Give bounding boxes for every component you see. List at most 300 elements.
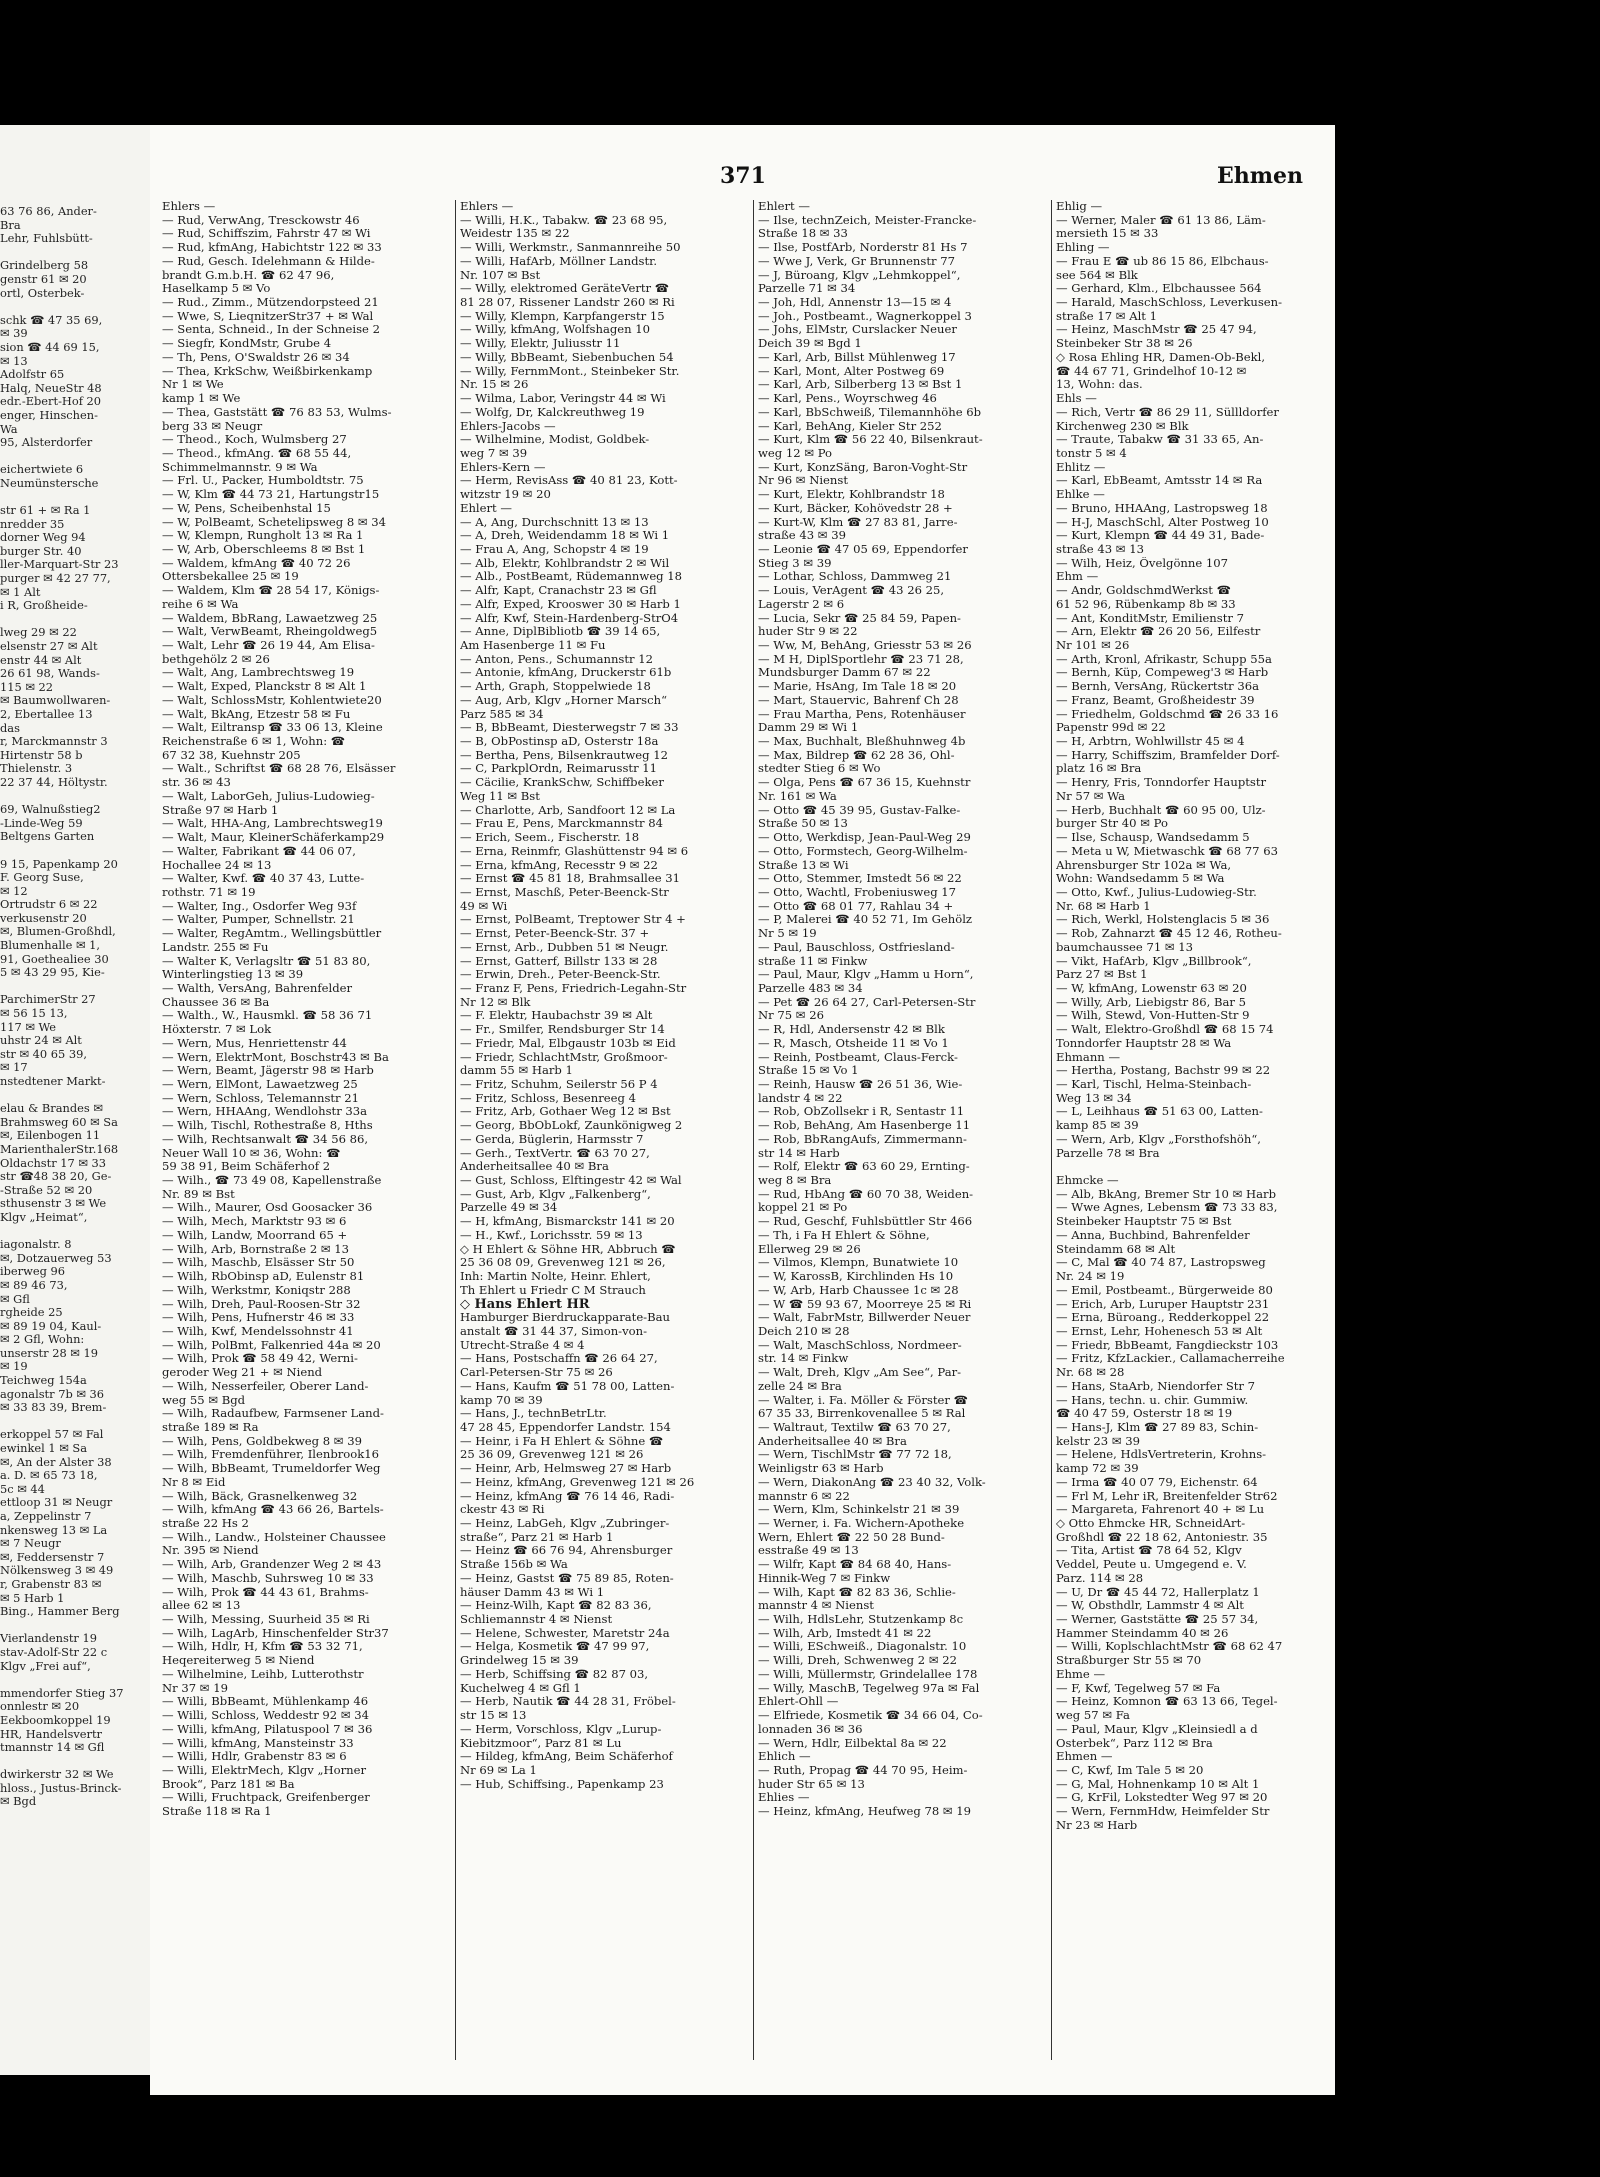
directory-entry-line: — Gerh., TextVertr. ☎ 63 70 27, [460,1146,650,1160]
directory-entry-line: Ellerweg 29 ✉ 26 [758,1242,861,1256]
left-page-line: Vierlandenstr 19 [0,1631,97,1646]
left-page-line: ✉, Blumen-Großhdl, [0,924,116,939]
directory-entry-line: — Alfr, Kwf, Stein-Hardenberg-StrO4 [460,611,679,625]
directory-entry-line: weg 7 ✉ 39 [460,446,528,460]
directory-entry-line: — Max, Buchhalt, Bleßhuhnweg 4b [758,735,966,749]
directory-entry-line: ☎ 44 67 71, Grindelhof 10-12 ✉ [1056,364,1247,378]
directory-entry-line: str. 36 ✉ 43 [162,776,231,790]
directory-entry-line: — Wilh, Mech, Marktstr 93 ✉ 6 [162,1215,347,1229]
directory-entry-line: stedter Stieg 6 ✉ Wo [758,762,881,776]
directory-entry-line: berg 33 ✉ Neugr [162,419,263,433]
directory-entry-line: — W, Arb, Oberschleems 8 ✉ Bst 1 [162,542,366,556]
page-header [150,163,1335,193]
directory-entry-line: burger Str 40 ✉ Po [1056,817,1168,831]
left-page-line [0,1415,162,1429]
left-page-line: 95, Alsterdorfer [0,435,93,450]
left-page-line: 5c ✉ 44 [0,1481,45,1496]
left-page-line: iagonalstr. 8 [0,1237,72,1252]
directory-entry-line: — Rich, Werkl, Holstenglacis 5 ✉ 36 [1056,913,1270,927]
directory-entry-line: — Wilh, Heiz, Övelgönne 107 [1056,556,1229,570]
directory-entry-line: — P, Malerei ☎ 40 52 71, Im Gehölz [758,913,973,927]
directory-entry-line: Nr. 89 ✉ Bst [162,1187,235,1201]
directory-entry-line: — Kurt, Elektr, Kohlbrandstr 18 [758,488,945,502]
left-page-line: Bra [0,217,21,232]
left-page-line: ortl, Osterbek- [0,285,85,300]
left-page-line: Thielenstr. 3 [0,761,73,776]
directory-entry-line: — Hans, Kaufm ☎ 51 78 00, Latten- [460,1379,675,1393]
directory-page [150,125,1335,2095]
left-page-line: Halq, NeueStr 48 [0,380,102,395]
directory-entry-line: landstr 4 ✉ 22 [758,1091,843,1105]
directory-entry-line: Utrecht-Straße 4 ✉ 4 [460,1338,585,1352]
directory-entry-line: — Ww, M, BehAng, Griesstr 53 ✉ 26 [758,639,972,652]
directory-entry-line: — Theod., Koch, Wulmsberg 27 [162,433,347,447]
directory-entry-line: — Karl, Mont, Alter Postweg 69 [758,364,945,378]
directory-entry-line: — C, Kwf, Im Tale 5 ✉ 20 [1056,1763,1204,1777]
directory-entry-line: Ehlert — [758,200,810,213]
directory-entry-line: — Arth, Graph, Stoppelwiede 18 [460,680,651,694]
directory-entry-line: — Alb., PostBeamt, Rüdemannweg 18 [460,570,683,584]
directory-entry-line: Ottersbekallee 25 ✉ 19 [162,570,299,584]
directory-entry-line: Ehmen — [1056,1750,1113,1764]
directory-entry-line: — Andr, GoldschmdWerkst ☎ [1056,584,1232,598]
left-page-line: HR, Handelsvertr [0,1726,102,1741]
directory-entry-line: — Kurt, Klm ☎ 56 22 40, Bilsenkraut- [758,433,983,447]
directory-entry-line: — Heinz ☎ 66 76 94, Ahrensburger [460,1544,673,1558]
left-page-line: ParchimerStr 27 [0,992,96,1007]
directory-entry-line: — Walter, i. Fa. Möller & Förster ☎ [758,1393,969,1407]
directory-entry-line: Nr 8 ✉ Eid [162,1475,226,1489]
directory-entry-line: Weinligstr 63 ✉ Harb [758,1462,884,1476]
left-page-line [0,790,162,804]
directory-entry-line: Schimmelmannstr. 9 ✉ Wa [162,460,318,474]
directory-entry-line: Schliemannstr 4 ✉ Nienst [460,1613,613,1627]
directory-entry-line: — Walt, HHA-Ang, Lambrechtsweg19 [162,817,383,831]
directory-entry-line: Nr 96 ✉ Nienst [758,474,848,488]
directory-entry-line: — F. Elektr, Haubachstr 39 ✉ Alt [460,1009,653,1023]
directory-entry-line: kamp 1 ✉ We [162,392,241,406]
left-page-line: ✉ 13 [0,353,28,368]
left-page-line: rgheide 25 [0,1305,63,1320]
directory-entry-line: — Wilh, LagArb, Hinschenfelder Str37 [162,1626,389,1640]
directory-entry-line: — Wilh, Maschb, Suhrsweg 10 ✉ 33 [162,1571,374,1585]
directory-entry-line: — Heinz, kfmAng ☎ 76 14 46, Radi- [460,1489,675,1503]
directory-entry-line: Hamburger Bierdruckapparate-Bau [460,1311,670,1325]
directory-entry-line: — Willi, KoplschlachtMstr ☎ 68 62 47 [1056,1640,1283,1654]
directory-entry-line: — Frl M, Lehr iR, Breitenfelder Str62 [1056,1489,1278,1503]
directory-entry-line: — Aug, Arb, Klgv „Horner Marsch“ [460,693,668,707]
directory-entry-line: — Wilh, Werkstmr, Koniqstr 288 [162,1283,351,1297]
directory-entry-line: Weg 11 ✉ Bst [460,789,540,803]
left-page-line: ller-Marquart-Str 23 [0,557,119,572]
directory-entry-line: 49 ✉ Wi [460,899,508,913]
left-page-line: Nölkensweg 3 ✉ 49 [0,1563,114,1578]
left-page-line: ✉ 1 Alt [0,584,41,599]
directory-entry-line: — Willy, Elektr, Juliusstr 11 [460,337,621,351]
directory-entry-line: — Werner, Gaststätte ☎ 25 57 34, [1056,1613,1259,1627]
directory-entry-line: Anderheitsallee 40 ✉ Bra [460,1160,609,1174]
directory-entry-line: Weg 13 ✉ 34 [1056,1091,1132,1105]
left-page-line: Lehr, Fuhlsbütt- [0,231,93,246]
directory-entry-line: — Karl, Tischl, Helma-Steinbach- [1056,1078,1252,1091]
left-page-line: ✉ 89 46 73, [0,1277,68,1292]
directory-entry-line: anstalt ☎ 31 44 37, Simon-von- [460,1324,648,1338]
directory-entry-line: — Cäcilie, KrankSchw, Schiffbeker [460,776,664,790]
directory-entry-line: Ehmcke — [1056,1174,1119,1188]
directory-entry-line: Großhdl ☎ 22 18 62, Antoniestr. 35 [1056,1530,1268,1544]
directory-entry-line: — Heinz, LabGeh, Klgv „Zubringer- [460,1517,670,1530]
directory-entry-line: — Kurt-W, Klm ☎ 27 83 81, Jarre- [758,515,958,529]
directory-entry-line: — Walter, Ing., Osdorfer Weg 93f [162,899,357,913]
directory-entry-line: — W, Obsthdlr, Lammstr 4 ✉ Alt [1056,1599,1244,1613]
directory-entry-line: — Willi, Werkmstr., Sanmannreihe 50 [460,241,681,255]
directory-entry-line: — Joh., Postbeamt., Wagnerkoppel 3 [758,309,972,323]
directory-entry-line: — W, Arb, Harb Chaussee 1c ✉ 28 [758,1283,959,1297]
directory-entry-line: — Walter, Kwf. ☎ 40 37 43, Lutte- [162,872,365,886]
directory-entry-line: — Waltraut, Textilw ☎ 63 70 27, [758,1420,951,1434]
left-page-line: ✉ Baumwollwaren- [0,693,111,708]
left-page-line: 91, Goethealiee 30 [0,951,109,966]
directory-entry-line: Papenstr 99d ✉ 22 [1056,721,1166,735]
directory-entry-line: mannstr 4 ✉ Nienst [758,1599,874,1613]
directory-entry-line: — Irma ☎ 40 07 79, Eichenstr. 64 [1056,1475,1258,1489]
directory-entry-line: — Wilh, Radaufbew, Farmsener Land- [162,1407,384,1421]
directory-entry-line: Straße 118 ✉ Ra 1 [162,1805,272,1819]
left-page-line [0,980,162,994]
directory-entry-line: — Reinh, Hausw ☎ 26 51 36, Wie- [758,1078,963,1091]
directory-entry-line: ◇ Otto Ehmcke HR, SchneidArt- [1056,1517,1246,1530]
directory-entry-line: see 564 ✉ Blk [1056,268,1138,282]
directory-entry-line: — Karl, BbSchweiß, Tilemannhöhe 6b [758,405,982,419]
directory-entry-line: — Walt, Elektro-Großhdl ☎ 68 15 74 [1056,1023,1274,1037]
left-page-line: Wa [0,421,18,436]
directory-entry-line: mersieth 15 ✉ 33 [1056,227,1159,241]
directory-entry-line: — Willi, kfmAng, Mansteinstr 33 [162,1736,354,1750]
directory-entry-line: — Karl, Arb, Billst Mühlenweg 17 [758,350,956,364]
directory-entry-line: — Willy, BbBeamt, Siebenbuchen 54 [460,350,674,364]
left-page-line: uhstr 24 ✉ Alt [0,1033,82,1048]
directory-entry-line: — B, ObPostinsp aD, Osterstr 18a [460,735,659,749]
left-page-line: str ☎48 38 20, Ge- [0,1169,112,1184]
left-page-line [0,246,162,260]
directory-entry-line: Parz 27 ✉ Bst 1 [1056,968,1148,982]
directory-entry-line: 13, Wohn: das. [1056,378,1143,392]
left-page-line: enstr 44 ✉ Alt [0,652,82,667]
directory-entry-line: — Frl. U., Packer, Humboldtstr. 75 [162,474,364,488]
directory-entry-line: — Rud, Schiffszim, Fahrstr 47 ✉ Wi [162,227,371,241]
directory-entry-line: straße 11 ✉ Finkw [758,954,868,968]
directory-entry-line: — Willy, FernmMont., Steinbeker Str. [460,364,680,378]
left-page-line: Beltgens Garten [0,829,95,844]
directory-entry-line: — W, kfmAng, Lowenstr 63 ✉ 20 [1056,981,1247,995]
directory-entry-line: — Willi, HafArb, Möllner Landstr. [460,254,658,268]
left-page-line: unserstr 28 ✉ 19 [0,1345,98,1360]
column-rule [1051,200,1052,2060]
directory-entry-line: — Harry, Schiffszim, Bramfelder Dorf- [1056,748,1280,762]
directory-entry-line: — Alb, BkAng, Bremer Str 10 ✉ Harb [1056,1187,1276,1201]
left-page-line: ✉, An der Alster 38 [0,1454,112,1469]
directory-entry-line: — Heinz, kfmAng, Heufweg 78 ✉ 19 [758,1805,972,1819]
directory-entry-line: — Heinz, Gastst ☎ 75 89 85, Roten- [460,1571,674,1585]
directory-entry-line: straße 43 ✉ 13 [1056,542,1144,556]
directory-entry-line: Hammer Steindamm 40 ✉ 26 [1056,1626,1229,1640]
directory-entry-line: — Otto, Werkdisp, Jean-Paul-Weg 29 [758,831,971,845]
left-page-line [0,300,162,314]
directory-entry-line: — Herb, Schiffsing ☎ 82 87 03, [460,1667,649,1681]
directory-entry-line: Osterbek“, Parz 112 ✉ Bra [1056,1736,1213,1750]
directory-entry-line: Th Ehlert u Friedr C M Strauch [460,1283,646,1297]
directory-entry-line: Ehlers — [162,200,216,213]
directory-entry-line: 81 28 07, Rissener Landstr 260 ✉ Ri [460,296,675,310]
directory-entry-line: — M H, DiplSportlehr ☎ 23 71 28, [758,652,964,666]
directory-entry-line: — Wwe, S, LieqnitzerStr37 + ✉ Wal [162,309,374,323]
directory-entry-line: Straße 15 ✉ Vo 1 [758,1064,859,1078]
directory-entry-line: — Wern, ElektrMont, Boschstr43 ✉ Ba [162,1050,389,1064]
directory-entry-line: — Wilh, Prok ☎ 44 43 61, Brahms- [162,1585,369,1599]
directory-entry-line: — Bernh, Küp, Compeweg'3 ✉ Harb [1056,666,1269,680]
left-page-line: tmannstr 14 ✉ Gfl [0,1740,105,1755]
left-page-line: mmendorfer Stieg 37 [0,1685,124,1700]
left-page-line: burger Str. 40 [0,543,82,558]
directory-entry-line: — L, Leihhaus ☎ 51 63 00, Latten- [1056,1105,1263,1119]
left-page-line: str 61 + ✉ Ra 1 [0,503,91,518]
directory-entry-line: — Herb, Nautik ☎ 44 28 31, Fröbel- [460,1695,676,1709]
directory-entry-line: Tonndorfer Hauptstr 28 ✉ Wa [1056,1036,1232,1050]
directory-entry-line: — Heinz, MaschMstr ☎ 25 47 94, [1056,323,1257,337]
directory-entry-line: Höxterstr. 7 ✉ Lok [162,1023,272,1037]
directory-entry-line: lonnaden 36 ✉ 36 [758,1722,863,1736]
directory-entry-line: — Walt, Lehr ☎ 26 19 44, Am Elisa- [162,639,375,652]
directory-entry-line: — Walt, LaborGeh, Julius-Ludowieg- [162,789,375,803]
column-rule [455,200,456,2060]
left-page-line [0,844,162,858]
directory-entry-line: Kuchelweg 4 ✉ Gfl 1 [460,1681,581,1695]
directory-entry-line: — Heinz, kfmAng, Grevenweg 121 ✉ 26 [460,1475,695,1489]
left-page-line: 5 ✉ 43 29 95, Kie- [0,965,105,980]
directory-entry-line: — Antonie, kfmAng, Druckerstr 61b [460,666,672,680]
directory-entry-line: rothstr. 71 ✉ 19 [162,885,256,899]
directory-entry-line: Ehme — [1056,1667,1106,1681]
directory-entry-line: — Charlotte, Arb, Sandfoort 12 ✉ La [460,803,676,817]
directory-entry-line: — Willi, kfmAng, Pilatuspool 7 ✉ 36 [162,1722,373,1736]
directory-entry-line: — Wern, ElMont, Lawaetzweg 25 [162,1078,358,1091]
directory-entry-line: — Herm, Vorschloss, Klgv „Lurup- [460,1722,662,1736]
directory-entry-line: Parzelle 78 ✉ Bra [1056,1146,1160,1160]
left-page-line: 26 61 98, Wands- [0,666,100,681]
directory-entry-line: — Walter K, Verlagsltr ☎ 51 83 80, [162,954,371,968]
directory-entry-line: Neuer Wall 10 ✉ 36, Wohn: ☎ [162,1146,341,1160]
directory-entry-line: huder Str 65 ✉ 13 [758,1777,865,1791]
directory-entry-line: — Friedr, Mal, Elbgaustr 103b ✉ Eid [460,1036,676,1050]
directory-entry-line: Straße 97 ✉ Harb 1 [162,803,279,817]
left-page-text-column [0,205,162,1809]
directory-entry-line: straße 17 ✉ Alt 1 [1056,309,1157,323]
directory-entry-line: straße 189 ✉ Ra [162,1420,259,1434]
directory-entry-line: — Ruth, Propag ☎ 44 70 95, Heim- [758,1763,968,1777]
directory-entry-line: — Joh, Hdl, Annenstr 13—15 ✉ 4 [758,296,952,310]
directory-entry-line: — Walt, MaschSchloss, Nordmeer- [758,1338,962,1352]
directory-entry-line: — Wern, Hdlr, Eilbektal 8a ✉ 22 [758,1736,947,1750]
directory-entry-line: — Walt, BkAng, Etzestr 58 ✉ Fu [162,707,351,721]
directory-entry-line: Nr 5 ✉ 19 [758,927,817,941]
directory-entry-line: — Wilh, Pens, Hufnerstr 46 ✉ 33 [162,1311,355,1325]
left-page-line: dorner Weg 94 [0,530,86,545]
directory-entry-line: — Bruno, HHAAng, Lastropsweg 18 [1056,501,1268,515]
directory-entry-line: Kiebitzmoor“, Parz 81 ✉ Lu [460,1736,622,1750]
directory-entry-line: — Alfr, Exped, Krooswег 30 ✉ Harb 1 [460,597,681,611]
directory-entry-line: — R, Hdl, Andersenstr 42 ✉ Blk [758,1023,945,1037]
directory-entry-line: Ehlies — [758,1791,810,1805]
directory-entry-line: — Wilh, Messing, Suurheid 35 ✉ Ri [162,1613,370,1627]
directory-entry-line: — Walter, Pumper, Schnellstr. 21 [162,913,355,927]
left-page-line [0,1089,162,1103]
directory-entry-line: tonstr 5 ✉ 4 [1056,446,1127,460]
left-page-line [0,1673,162,1687]
directory-entry-line: — Karl, EbBeamt, Amtsstr 14 ✉ Ra [1056,474,1263,488]
directory-entry-line: — Erwin, Dreh., Peter-Beenck-Str. [460,968,661,982]
directory-entry-line: Straße 13 ✉ Wi [758,858,849,872]
directory-entry-line: Steinbeker Hauptstr 75 ✉ Bst [1056,1215,1232,1229]
directory-entry-line: — Helene, Schwester, Maretstr 24a [460,1626,670,1640]
left-page-line: purger ✉ 42 27 77, [0,571,111,586]
directory-entry-line: koppel 21 ✉ Po [758,1201,848,1215]
directory-entry-line: — B, BbBeamt, Diesterwegstr 7 ✉ 33 [460,721,679,735]
directory-entry-line: weg 8 ✉ Bra [758,1174,832,1188]
directory-entry-line: — Rob, BehAng, Am Hasenberge 11 [758,1119,971,1133]
directory-entry-line: — Rich, Vertr ☎ 86 29 11, Süllldorfer [1056,405,1279,419]
directory-entry-line: — Karl, Pens., Woyrschweg 46 [758,392,937,406]
directory-entry-line: Brook“, Parz 181 ✉ Ba [162,1777,295,1791]
directory-entry-line: Nr 23 ✉ Harb [1056,1818,1138,1832]
left-page-line: Ortrudstr 6 ✉ 22 [0,897,98,912]
directory-entry-line: — Hub, Schiffsing., Papenkamp 23 [460,1777,664,1791]
directory-entry-line: — Wilh, Maschb, Elsässer Str 50 [162,1256,355,1270]
directory-entry-line: Ehlers-Kern — [460,460,546,474]
directory-entry-line: — Wilh, Pens, Goldbekweg 8 ✉ 39 [162,1434,362,1448]
directory-entry-line: 67 32 38, Kuehnstr 205 [162,748,301,762]
directory-entry-line: Ehm — [1056,570,1099,584]
directory-entry-line: kamp 85 ✉ 39 [1056,1119,1139,1133]
directory-entry-line: — Otto, Kwf., Julius-Ludowieg-Str. [1056,885,1257,899]
directory-entry-line: — Ilse, PostfArb, Norderstr 81 Hs 7 [758,241,968,255]
directory-entry-line: — Wilh, Nesserfeiler, Oberer Land- [162,1379,369,1393]
page-number: 371 [720,163,766,189]
directory-entry-line: — Rob, Zahnarzt ☎ 45 12 46, Rotheu- [1056,927,1282,941]
left-page-line: i R, Großheide- [0,598,88,613]
directory-entry-line: — Karl, Arb, Silberberg 13 ✉ Bst 1 [758,378,963,392]
directory-entry-line: — Wilh, Rechtsanwalt ☎ 34 56 86, [162,1132,369,1146]
directory-entry-line: — Wilh, Kapt ☎ 82 83 36, Schlie- [758,1585,956,1599]
directory-entry-line: — Fritz, Arb, Gothaer Weg 12 ✉ Bst [460,1105,671,1119]
directory-entry-line: Nr. 68 ✉ Harb 1 [1056,899,1151,913]
directory-entry-line: straße 22 Hs 2 [162,1517,249,1530]
directory-entry-line: — Erich, Seem., Fischerstr. 18 [460,831,640,845]
directory-entry-line: häuser Damm 43 ✉ Wi 1 [460,1585,605,1599]
directory-column-1 [162,200,447,1819]
directory-entry-line: — Willi, Fruchtpack, Greifenberger [162,1791,370,1805]
directory-entry-line: — Franz, Beamt, Großheidestr 39 [1056,693,1255,707]
directory-entry-line: Ehlers — [460,200,514,213]
directory-entry-line: — A, Ang, Durchschnitt 13 ✉ 13 [460,515,649,529]
directory-entry-line: — Thea, KrkSchw, Weißbirkenkamp [162,364,373,378]
directory-entry-line: — Th, i Fa H Ehlert & Söhne, [758,1228,930,1242]
directory-entry-line: — Wilh, Arb, Grandenzer Weg 2 ✉ 43 [162,1558,382,1572]
left-page-line: ✉, Eilenbogen 11 [0,1128,101,1143]
directory-entry-line: — W, Pens, Scheibenhstal 15 [162,501,331,515]
directory-entry-line: Ehlke — [1056,488,1105,502]
directory-entry-line: — G, KrFil, Lokstedter Weg 97 ✉ 20 [1056,1791,1268,1805]
directory-entry-line: — Otto ☎ 45 39 95, Gustav-Falke- [758,803,961,817]
directory-entry-line: — Gust, Arb, Klgv „Falkenberg“, [460,1187,651,1201]
directory-entry-line: — Bernh, VersAng, Rückertstr 36a [1056,680,1260,694]
directory-entry-line: — Willy, MaschB, Tegelweg 97a ✉ Fal [758,1681,980,1695]
directory-entry-line: — Walt., Schriftst ☎ 68 28 76, Elsässer [162,762,396,776]
left-page-line: ✉ 89 19 04, Kaul- [0,1318,102,1333]
directory-entry-line: Nr 1 ✉ We [162,378,224,392]
directory-entry-line: ◇ Rosa Ehling HR, Damen-Ob-Bekl, [1056,350,1266,364]
directory-entry-line: — Fr., Smilfer, Rendsburger Str 14 [460,1023,665,1037]
directory-entry-line: — Wilh, BbBeamt, Trumeldorfer Weg [162,1462,381,1476]
left-page-line: 117 ✉ We [0,1019,57,1034]
left-page-line: ✉ Gfl [0,1291,30,1306]
directory-entry-line [1056,1160,1332,1174]
directory-column-3 [758,200,1043,1819]
directory-entry-line: — H., Kwf., Lorichsstr. 59 ✉ 13 [460,1228,643,1242]
directory-entry-line: damm 55 ✉ Harb 1 [460,1064,573,1078]
directory-entry-line: — Heinr, i Fa H Ehlert & Söhne ☎ [460,1434,664,1448]
left-page-line: dwirkerstr 32 ✉ We [0,1767,114,1782]
left-page-line: 63 76 86, Ander- [0,204,97,218]
directory-entry-line: — Olga, Pens ☎ 67 36 15, Kuehnstr [758,776,971,790]
directory-entry-line: — Ilse, technZeich, Meister-Francke- [758,213,977,227]
directory-entry-line: Hochallee 24 ✉ 13 [162,858,272,872]
directory-entry-line: Parzelle 49 ✉ 34 [460,1201,558,1215]
directory-entry-line: — Walth, VersAng, Bahrenfelder [162,981,353,995]
left-page-line: Hirtenstr 58 b [0,747,83,762]
left-page-line: -Straße 52 ✉ 20 [0,1182,93,1197]
left-page-line: nstedtener Markt- [0,1074,106,1088]
directory-entry-line: weg 12 ✉ Po [758,446,833,460]
directory-entry-line: — Vilmos, Klempn, Bunatwiete 10 [758,1256,959,1270]
directory-entry-line: — Friedr, SchlachtMstr, Großmoor- [460,1050,668,1064]
directory-entry-line: str 14 ✉ Harb [758,1146,840,1160]
left-page-line: Eekboomkoppel 19 [0,1712,111,1727]
left-page-line: Klgv „Frei auf“, [0,1658,91,1673]
directory-entry-line: — W, PolBeamt, Schetelipsweg 8 ✉ 34 [162,515,387,529]
directory-entry-line: Anderheitsallee 40 ✉ Bra [758,1434,907,1448]
left-page-line: Teichweg 154a [0,1373,87,1388]
directory-entry-line: Mundsburger Damm 67 ✉ 22 [758,666,931,680]
directory-entry-line: — Gust, Schloss, Elftingestr 42 ✉ Wal [460,1174,682,1188]
directory-entry-line: — C, ParkplOrdn, Reimarusstr 11 [460,762,658,776]
directory-entry-line: — Wilh, HdlsLehr, Stutzenkamp 8c [758,1613,964,1627]
directory-entry-line: — Rud, VerwAng, Tresckowstr 46 [162,213,360,227]
left-page-line [0,450,162,464]
directory-entry-line: Nr. 107 ✉ Bst [460,268,541,282]
directory-entry-line: — Rud, kfmAng, Habichtstr 122 ✉ 33 [162,241,382,255]
directory-entry-line: — Ernst, Arb., Dubben 51 ✉ Neugr. [460,940,669,954]
directory-entry-line: weg 57 ✉ Fa [1056,1709,1130,1723]
directory-entry-line: — Walt, Eiltransp ☎ 33 06 13, Kleine [162,721,383,735]
left-page-line: F. Georg Suse, [0,870,84,885]
left-page-line [0,490,162,504]
left-page-line: elsenstr 27 ✉ Alt [0,639,98,653]
directory-entry-line: — Alb, Elektr, Kohlbrandstr 2 ✉ Wil [460,556,670,570]
directory-entry-line: — Wern, HHAAng, Wendlohstr 33a [162,1105,368,1119]
directory-entry-line: ☎ 40 47 59, Osterstr 18 ✉ 19 [1056,1407,1233,1421]
directory-entry-line: — Willi, Dreh, Schwenweg 2 ✉ 22 [758,1654,957,1668]
directory-entry-line: Ehling — [1056,241,1110,255]
